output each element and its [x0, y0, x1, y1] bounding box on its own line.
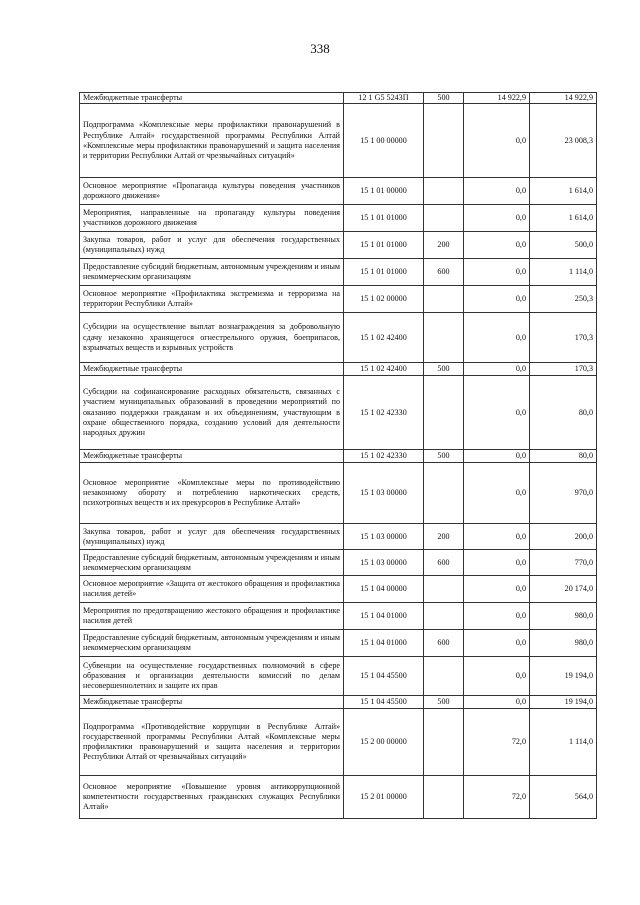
cell-name: Основное мероприятие «Повышение уровня антикоррупционной компетентности государственных гражданских служащих Республики Алтай»	[80, 776, 344, 819]
cell-name: Субсидии на софинансирование расходных обязательств, связанных с участием муниципальных образований в проведении мероприятий по оказанию поддержки гражданам и их объединениям, участвующим в охране общественного порядка, созданию условий для деятельности народных дружин	[80, 376, 344, 450]
cell-amount-1: 0,0	[464, 104, 530, 178]
cell-name: Субвенции на осуществление государственных полномочий в сфере образования и организации деятельности комиссий по делам несовершеннолетних и защите их прав	[80, 657, 344, 696]
cell-code: 15 1 01 01000	[344, 259, 424, 286]
cell-amount-1: 0,0	[464, 178, 530, 205]
cell-code: 15 2 01 00000	[344, 776, 424, 819]
table-row	[80, 286, 597, 313]
cell-expense-type	[424, 313, 464, 363]
cell-amount-2: 170,3	[530, 363, 597, 376]
table-row	[80, 313, 597, 363]
cell-name: Предоставление субсидий бюджетным, автономным учреждениям и иным некоммерческим организациям	[80, 550, 344, 576]
cell-amount-1: 0,0	[464, 603, 530, 630]
cell-code: 15 1 01 01000	[344, 232, 424, 259]
cell-amount-2: 1 114,0	[530, 709, 597, 776]
cell-expense-type	[424, 205, 464, 232]
cell-amount-2: 200,0	[530, 524, 597, 550]
cell-amount-2: 20 174,0	[530, 576, 597, 603]
cell-expense-type: 600	[424, 259, 464, 286]
cell-amount-1: 0,0	[464, 576, 530, 603]
cell-name: Подпрограмма «Комплексные меры профилактики правонарушений в Республике Алтай» государственной программы Республики Алтай «Комплексные меры профилактики правонарушений и защита населения и территории Республики Алтай от чрезвычайных ситуаций»	[80, 104, 344, 178]
cell-code: 15 1 04 00000	[344, 576, 424, 603]
table-row	[80, 630, 597, 657]
cell-amount-2: 770,0	[530, 550, 597, 576]
cell-code: 15 1 04 45500	[344, 657, 424, 696]
cell-expense-type	[424, 463, 464, 524]
cell-expense-type: 200	[424, 524, 464, 550]
table-row	[80, 603, 597, 630]
cell-amount-2: 80,0	[530, 376, 597, 450]
cell-amount-1: 0,0	[464, 363, 530, 376]
cell-amount-2: 250,3	[530, 286, 597, 313]
cell-amount-1: 0,0	[464, 376, 530, 450]
cell-code: 15 1 03 00000	[344, 524, 424, 550]
cell-name: Закупка товаров, работ и услуг для обеспечения государственных (муниципальных) нужд	[80, 232, 344, 259]
table-row	[80, 205, 597, 232]
table-row	[80, 376, 597, 450]
cell-expense-type	[424, 576, 464, 603]
cell-name: Мероприятия по предотвращению жестокого обращения и профилактике насилия детей	[80, 603, 344, 630]
cell-amount-2: 980,0	[530, 630, 597, 657]
cell-code: 15 2 00 00000	[344, 709, 424, 776]
cell-amount-1: 0,0	[464, 550, 530, 576]
table-row	[80, 104, 597, 178]
table-row	[80, 450, 597, 463]
cell-expense-type	[424, 603, 464, 630]
cell-expense-type	[424, 376, 464, 450]
cell-name: Межбюджетные трансферты	[80, 93, 344, 104]
cell-expense-type: 500	[424, 696, 464, 709]
cell-expense-type: 500	[424, 363, 464, 376]
table-row	[80, 93, 597, 104]
cell-amount-1: 0,0	[464, 259, 530, 286]
cell-amount-1: 0,0	[464, 205, 530, 232]
cell-expense-type: 500	[424, 450, 464, 463]
cell-amount-2: 19 194,0	[530, 696, 597, 709]
cell-name: Подпрограмма «Противодействие коррупции в Республике Алтай» государственной программы Республики Алтай «Комплексные меры профилактики правонарушений и защита населения и территории Республики Алтай от чрезвычайных ситуаций»	[80, 709, 344, 776]
cell-amount-1: 72,0	[464, 709, 530, 776]
cell-name: Межбюджетные трансферты	[80, 363, 344, 376]
cell-name: Закупка товаров, работ и услуг для обеспечения государственных (муниципальных) нужд	[80, 524, 344, 550]
cell-amount-2: 19 194,0	[530, 657, 597, 696]
cell-name: Межбюджетные трансферты	[80, 696, 344, 709]
table-row	[80, 776, 597, 819]
cell-name: Межбюджетные трансферты	[80, 450, 344, 463]
cell-expense-type	[424, 657, 464, 696]
cell-code: 15 1 04 45500	[344, 696, 424, 709]
cell-name: Предоставление субсидий бюджетным, автономным учреждениям и иным некоммерческим организациям	[80, 630, 344, 657]
budget-table-body	[80, 93, 597, 819]
cell-amount-1: 0,0	[464, 524, 530, 550]
cell-amount-1: 72,0	[464, 776, 530, 819]
table-row	[80, 363, 597, 376]
cell-name: Основное мероприятие «Профилактика экстремизма и терроризма на территории Республики Алтай»	[80, 286, 344, 313]
cell-code: 15 1 03 00000	[344, 463, 424, 524]
cell-amount-1: 0,0	[464, 286, 530, 313]
table-row	[80, 178, 597, 205]
cell-expense-type: 600	[424, 630, 464, 657]
cell-expense-type: 500	[424, 93, 464, 104]
cell-code: 15 1 00 00000	[344, 104, 424, 178]
cell-name: Мероприятия, направленные на пропаганду культуры поведения участников дорожного движения	[80, 205, 344, 232]
cell-amount-2: 970,0	[530, 463, 597, 524]
cell-code: 15 1 02 00000	[344, 286, 424, 313]
cell-amount-2: 564,0	[530, 776, 597, 819]
cell-amount-1: 0,0	[464, 657, 530, 696]
cell-code: 15 1 02 42330	[344, 376, 424, 450]
cell-code: 15 1 03 00000	[344, 550, 424, 576]
cell-amount-2: 23 008,3	[530, 104, 597, 178]
table-row	[80, 550, 597, 576]
cell-expense-type	[424, 178, 464, 205]
cell-amount-2: 980,0	[530, 603, 597, 630]
table-row	[80, 696, 597, 709]
cell-amount-2: 14 922,9	[530, 93, 597, 104]
cell-name: Основное мероприятие «Защита от жестокого обращения и профилактика насилия детей»	[80, 576, 344, 603]
cell-amount-2: 1 614,0	[530, 205, 597, 232]
cell-amount-1: 0,0	[464, 450, 530, 463]
cell-name: Основное мероприятие «Пропаганда культуры поведения участников дорожного движения»	[80, 178, 344, 205]
cell-expense-type: 600	[424, 550, 464, 576]
cell-code: 15 1 04 01000	[344, 630, 424, 657]
table-row	[80, 524, 597, 550]
cell-amount-2: 500,0	[530, 232, 597, 259]
cell-code: 15 1 01 00000	[344, 178, 424, 205]
cell-expense-type	[424, 286, 464, 313]
cell-code: 15 1 02 42400	[344, 313, 424, 363]
cell-expense-type	[424, 709, 464, 776]
cell-name: Субсидии на осуществление выплат вознаграждения за добровольную сдачу незаконно хранящегося огнестрельного оружия, боеприпасов, взрывчатых веществ и взрывных устройств	[80, 313, 344, 363]
cell-name: Предоставление субсидий бюджетным, автономным учреждениям и иным некоммерческим организациям	[80, 259, 344, 286]
cell-expense-type: 200	[424, 232, 464, 259]
table-row	[80, 576, 597, 603]
cell-expense-type	[424, 104, 464, 178]
cell-amount-1: 14 922,9	[464, 93, 530, 104]
cell-expense-type	[424, 776, 464, 819]
table-row	[80, 232, 597, 259]
cell-amount-1: 0,0	[464, 232, 530, 259]
table-row	[80, 259, 597, 286]
cell-amount-1: 0,0	[464, 463, 530, 524]
cell-code: 12 1 G5 5243П	[344, 93, 424, 104]
cell-code: 15 1 04 01000	[344, 603, 424, 630]
cell-amount-2: 1 614,0	[530, 178, 597, 205]
table-row	[80, 709, 597, 776]
cell-amount-2: 170,3	[530, 313, 597, 363]
table-row	[80, 657, 597, 696]
cell-amount-2: 1 114,0	[530, 259, 597, 286]
cell-amount-1: 0,0	[464, 630, 530, 657]
cell-name: Основное мероприятие «Комплексные меры по противодействию незаконному обороту и потреблению наркотических средств, психотропных веществ и их прекурсоров в Республике Алтай»	[80, 463, 344, 524]
table-row	[80, 463, 597, 524]
cell-amount-2: 80,0	[530, 450, 597, 463]
cell-amount-1: 0,0	[464, 313, 530, 363]
cell-amount-1: 0,0	[464, 696, 530, 709]
cell-code: 15 1 02 42330	[344, 450, 424, 463]
cell-code: 15 1 01 01000	[344, 205, 424, 232]
cell-code: 15 1 02 42400	[344, 363, 424, 376]
budget-table	[79, 92, 597, 819]
page-number: 338	[310, 41, 330, 56]
